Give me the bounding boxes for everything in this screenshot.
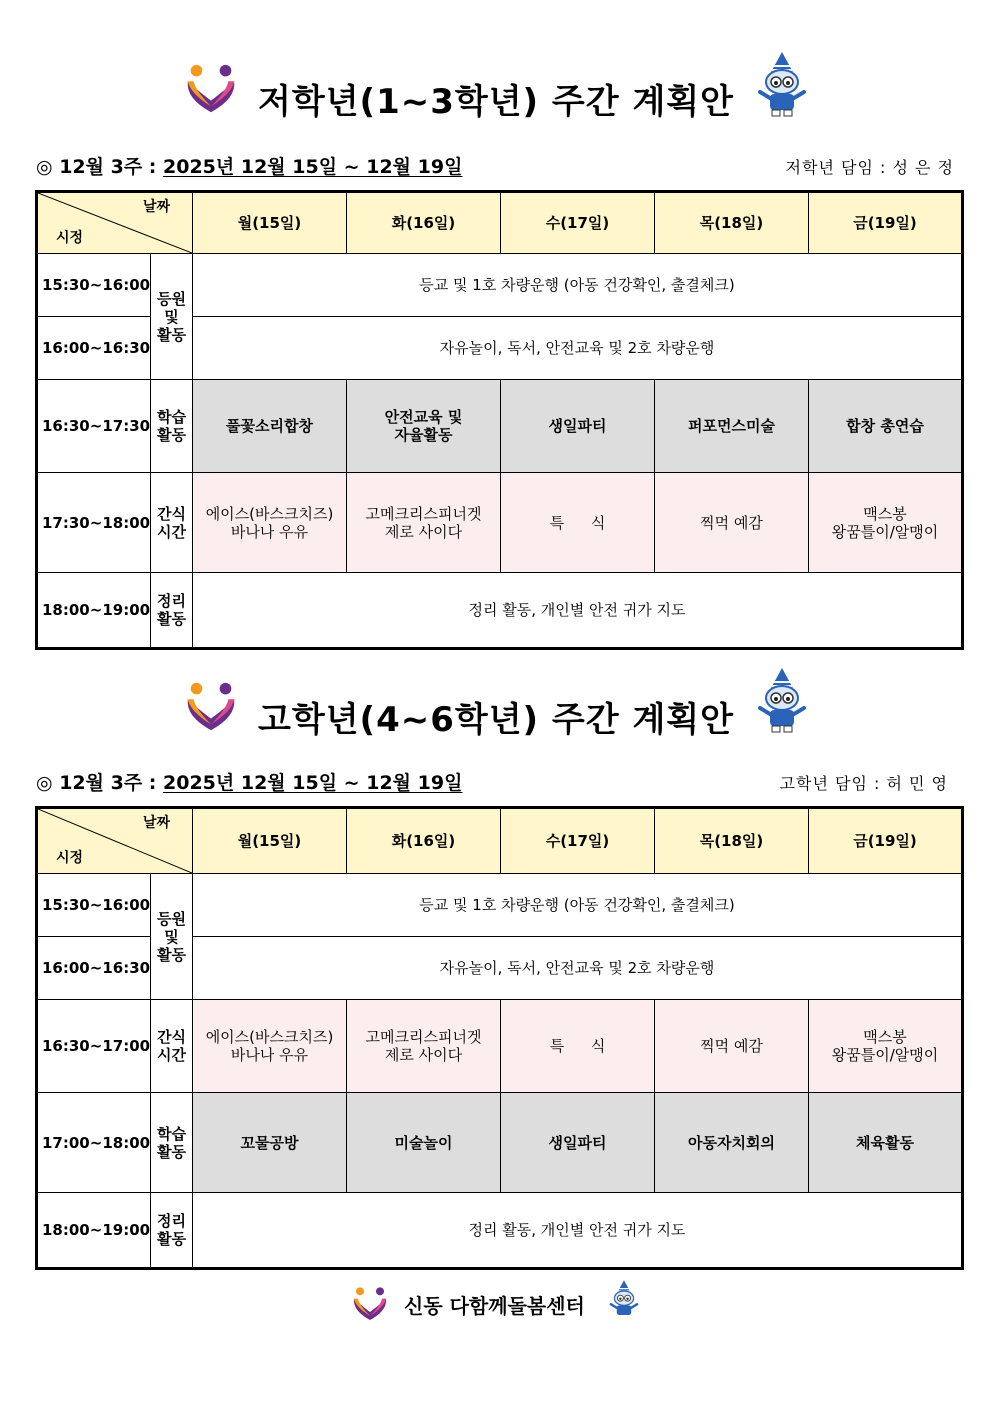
snack-line: 맥스봉 xyxy=(863,1028,907,1046)
category-label: 활동 xyxy=(157,610,186,628)
category-label: 시간 xyxy=(157,522,186,541)
activity-cell: 자유놀이, 독서, 안전교육 및 2호 차량운행 xyxy=(193,937,963,1000)
time-header-label: 시정 xyxy=(56,850,84,867)
category-label: 활동 xyxy=(157,325,186,344)
snack-cell xyxy=(809,473,963,573)
category-label: 등원 xyxy=(157,909,186,928)
date-range: 2025년 12월 15일 ~ 12월 19일 xyxy=(163,156,463,178)
table-row xyxy=(37,874,963,937)
table-corner-header xyxy=(37,192,193,254)
lower-schedule-table xyxy=(35,190,964,650)
category-label: 등원 xyxy=(157,289,186,308)
category-label: 간식 xyxy=(157,1028,186,1046)
table-row xyxy=(37,380,963,473)
snack-cell xyxy=(347,473,501,573)
snack-cell: 찍먹 예감 xyxy=(655,1000,809,1093)
day-header-thu: 목(18일) xyxy=(655,808,809,874)
table-row xyxy=(37,1093,963,1193)
time-slot: 17:00~18:00 xyxy=(37,1093,151,1193)
category-label: 학습 xyxy=(157,1124,186,1143)
table-row xyxy=(37,254,963,317)
time-header-label: 시정 xyxy=(56,230,84,247)
snack-cell xyxy=(193,473,347,573)
snack-line: 바나나 우유 xyxy=(230,1046,309,1064)
time-slot: 15:30~16:00 xyxy=(37,874,151,937)
snack-cell: 특 식 xyxy=(501,473,655,573)
center-name: 신동 다함께돌봄센터 xyxy=(404,1294,585,1318)
day-header-wed: 수(17일) xyxy=(501,192,655,254)
heart-logo-icon xyxy=(182,60,240,118)
snack-line: 제로 사이다 xyxy=(384,1046,463,1064)
day-header-tue: 화(16일) xyxy=(347,192,501,254)
lower-info-row xyxy=(36,152,958,182)
category-label: 정리 xyxy=(157,592,186,610)
category-label: 및 xyxy=(164,927,179,946)
upper-title-row xyxy=(0,674,992,754)
time-slot: 16:00~16:30 xyxy=(37,937,151,1000)
category-cell xyxy=(151,1193,193,1269)
page-title: 고학년(4~6학년) 주간 계획안 xyxy=(258,700,734,740)
heart-logo-icon xyxy=(350,1284,390,1324)
day-header-mon: 월(15일) xyxy=(193,192,347,254)
activity-cell xyxy=(347,380,501,473)
activity-cell: 정리 활동, 개인별 안전 귀가 지도 xyxy=(193,1193,963,1269)
time-slot: 18:00~19:00 xyxy=(37,1193,151,1269)
teacher-info: 저학년 담임 : 성 은 정 xyxy=(785,158,954,177)
upper-info-row xyxy=(36,768,958,798)
lower-title-row xyxy=(0,56,992,136)
activity-cell: 정리 활동, 개인별 안전 귀가 지도 xyxy=(193,573,963,649)
category-label: 활동 xyxy=(157,945,186,964)
time-slot: 16:30~17:00 xyxy=(37,1000,151,1093)
activity-cell: 생일파티 xyxy=(501,1093,655,1193)
category-cell xyxy=(151,473,193,573)
snack-line: 에이스(바스크치즈) xyxy=(205,504,334,523)
category-cell xyxy=(151,573,193,649)
activity-cell: 퍼포먼스미술 xyxy=(655,380,809,473)
date-range: 2025년 12월 15일 ~ 12월 19일 xyxy=(163,772,463,794)
table-row xyxy=(37,473,963,573)
activity-cell: 등교 및 1호 차량운행 (아동 건강확인, 출결체크) xyxy=(193,254,963,317)
table-corner-header xyxy=(37,808,193,874)
day-header-wed: 수(17일) xyxy=(501,808,655,874)
category-label: 학습 xyxy=(157,408,186,426)
mascot-icon xyxy=(752,666,812,736)
activity-cell: 미술놀이 xyxy=(347,1093,501,1193)
category-cell xyxy=(151,874,193,1000)
mascot-icon xyxy=(752,50,812,120)
activity-cell: 꼬물공방 xyxy=(193,1093,347,1193)
activity-cell: 생일파티 xyxy=(501,380,655,473)
table-row xyxy=(37,573,963,649)
time-slot: 18:00~19:00 xyxy=(37,573,151,649)
week-label: ◎ 12월 3주 : xyxy=(36,156,157,178)
activity-cell: 합창 총연습 xyxy=(809,380,963,473)
category-label: 및 xyxy=(164,307,179,326)
activity-cell: 자유놀이, 독서, 안전교육 및 2호 차량운행 xyxy=(193,317,963,380)
time-slot: 17:30~18:00 xyxy=(37,473,151,573)
category-label: 활동 xyxy=(157,1230,186,1248)
snack-cell: 특 식 xyxy=(501,1000,655,1093)
category-label: 시간 xyxy=(157,1046,186,1064)
activity-cell: 등교 및 1호 차량운행 (아동 건강확인, 출결체크) xyxy=(193,874,963,937)
day-header-mon: 월(15일) xyxy=(193,808,347,874)
time-slot: 16:30~17:30 xyxy=(37,380,151,473)
time-slot: 16:00~16:30 xyxy=(37,317,151,380)
day-header-thu: 목(18일) xyxy=(655,192,809,254)
category-label: 활동 xyxy=(157,1142,186,1161)
snack-line: 왕꿈틀이/알맹이 xyxy=(831,522,939,541)
category-cell xyxy=(151,1000,193,1093)
table-row xyxy=(37,1000,963,1093)
day-header-fri: 금(19일) xyxy=(809,808,963,874)
category-cell xyxy=(151,380,193,473)
date-header-label: 날짜 xyxy=(142,815,170,831)
snack-line: 바나나 우유 xyxy=(230,522,309,541)
category-label: 활동 xyxy=(157,426,186,444)
activity-line: 자율활동 xyxy=(394,426,453,444)
snack-line: 제로 사이다 xyxy=(384,522,463,541)
teacher-info: 고학년 담임 : 허 민 영 xyxy=(779,774,948,793)
heart-logo-icon xyxy=(182,678,240,736)
snack-cell xyxy=(809,1000,963,1093)
snack-cell xyxy=(193,1000,347,1093)
day-header-fri: 금(19일) xyxy=(809,192,963,254)
snack-line: 왕꿈틀이/알맹이 xyxy=(831,1046,939,1064)
footer xyxy=(0,1278,992,1328)
upper-schedule-table xyxy=(35,806,964,1270)
activity-line: 안전교육 및 xyxy=(384,408,463,426)
day-header-tue: 화(16일) xyxy=(347,808,501,874)
snack-line: 고메크리스피너겟 xyxy=(365,1028,482,1046)
time-slot: 15:30~16:00 xyxy=(37,254,151,317)
table-row xyxy=(37,1193,963,1269)
category-cell xyxy=(151,254,193,380)
mascot-icon xyxy=(606,1278,642,1322)
snack-line: 고메크리스피너겟 xyxy=(365,504,482,523)
category-label: 간식 xyxy=(157,504,186,523)
date-header-label: 날짜 xyxy=(142,199,170,215)
page-title: 저학년(1~3학년) 주간 계획안 xyxy=(258,82,734,122)
week-label: ◎ 12월 3주 : xyxy=(36,772,157,794)
activity-cell: 풀꽃소리합창 xyxy=(193,380,347,473)
activity-cell: 체육활동 xyxy=(809,1093,963,1193)
snack-cell: 찍먹 예감 xyxy=(655,473,809,573)
snack-line: 에이스(바스크치즈) xyxy=(205,1028,334,1046)
week-info xyxy=(36,152,462,179)
snack-cell xyxy=(347,1000,501,1093)
activity-cell: 아동자치회의 xyxy=(655,1093,809,1193)
snack-line: 맥스봉 xyxy=(863,504,907,523)
category-label: 정리 xyxy=(157,1212,186,1230)
category-cell xyxy=(151,1093,193,1193)
week-info xyxy=(36,768,462,795)
